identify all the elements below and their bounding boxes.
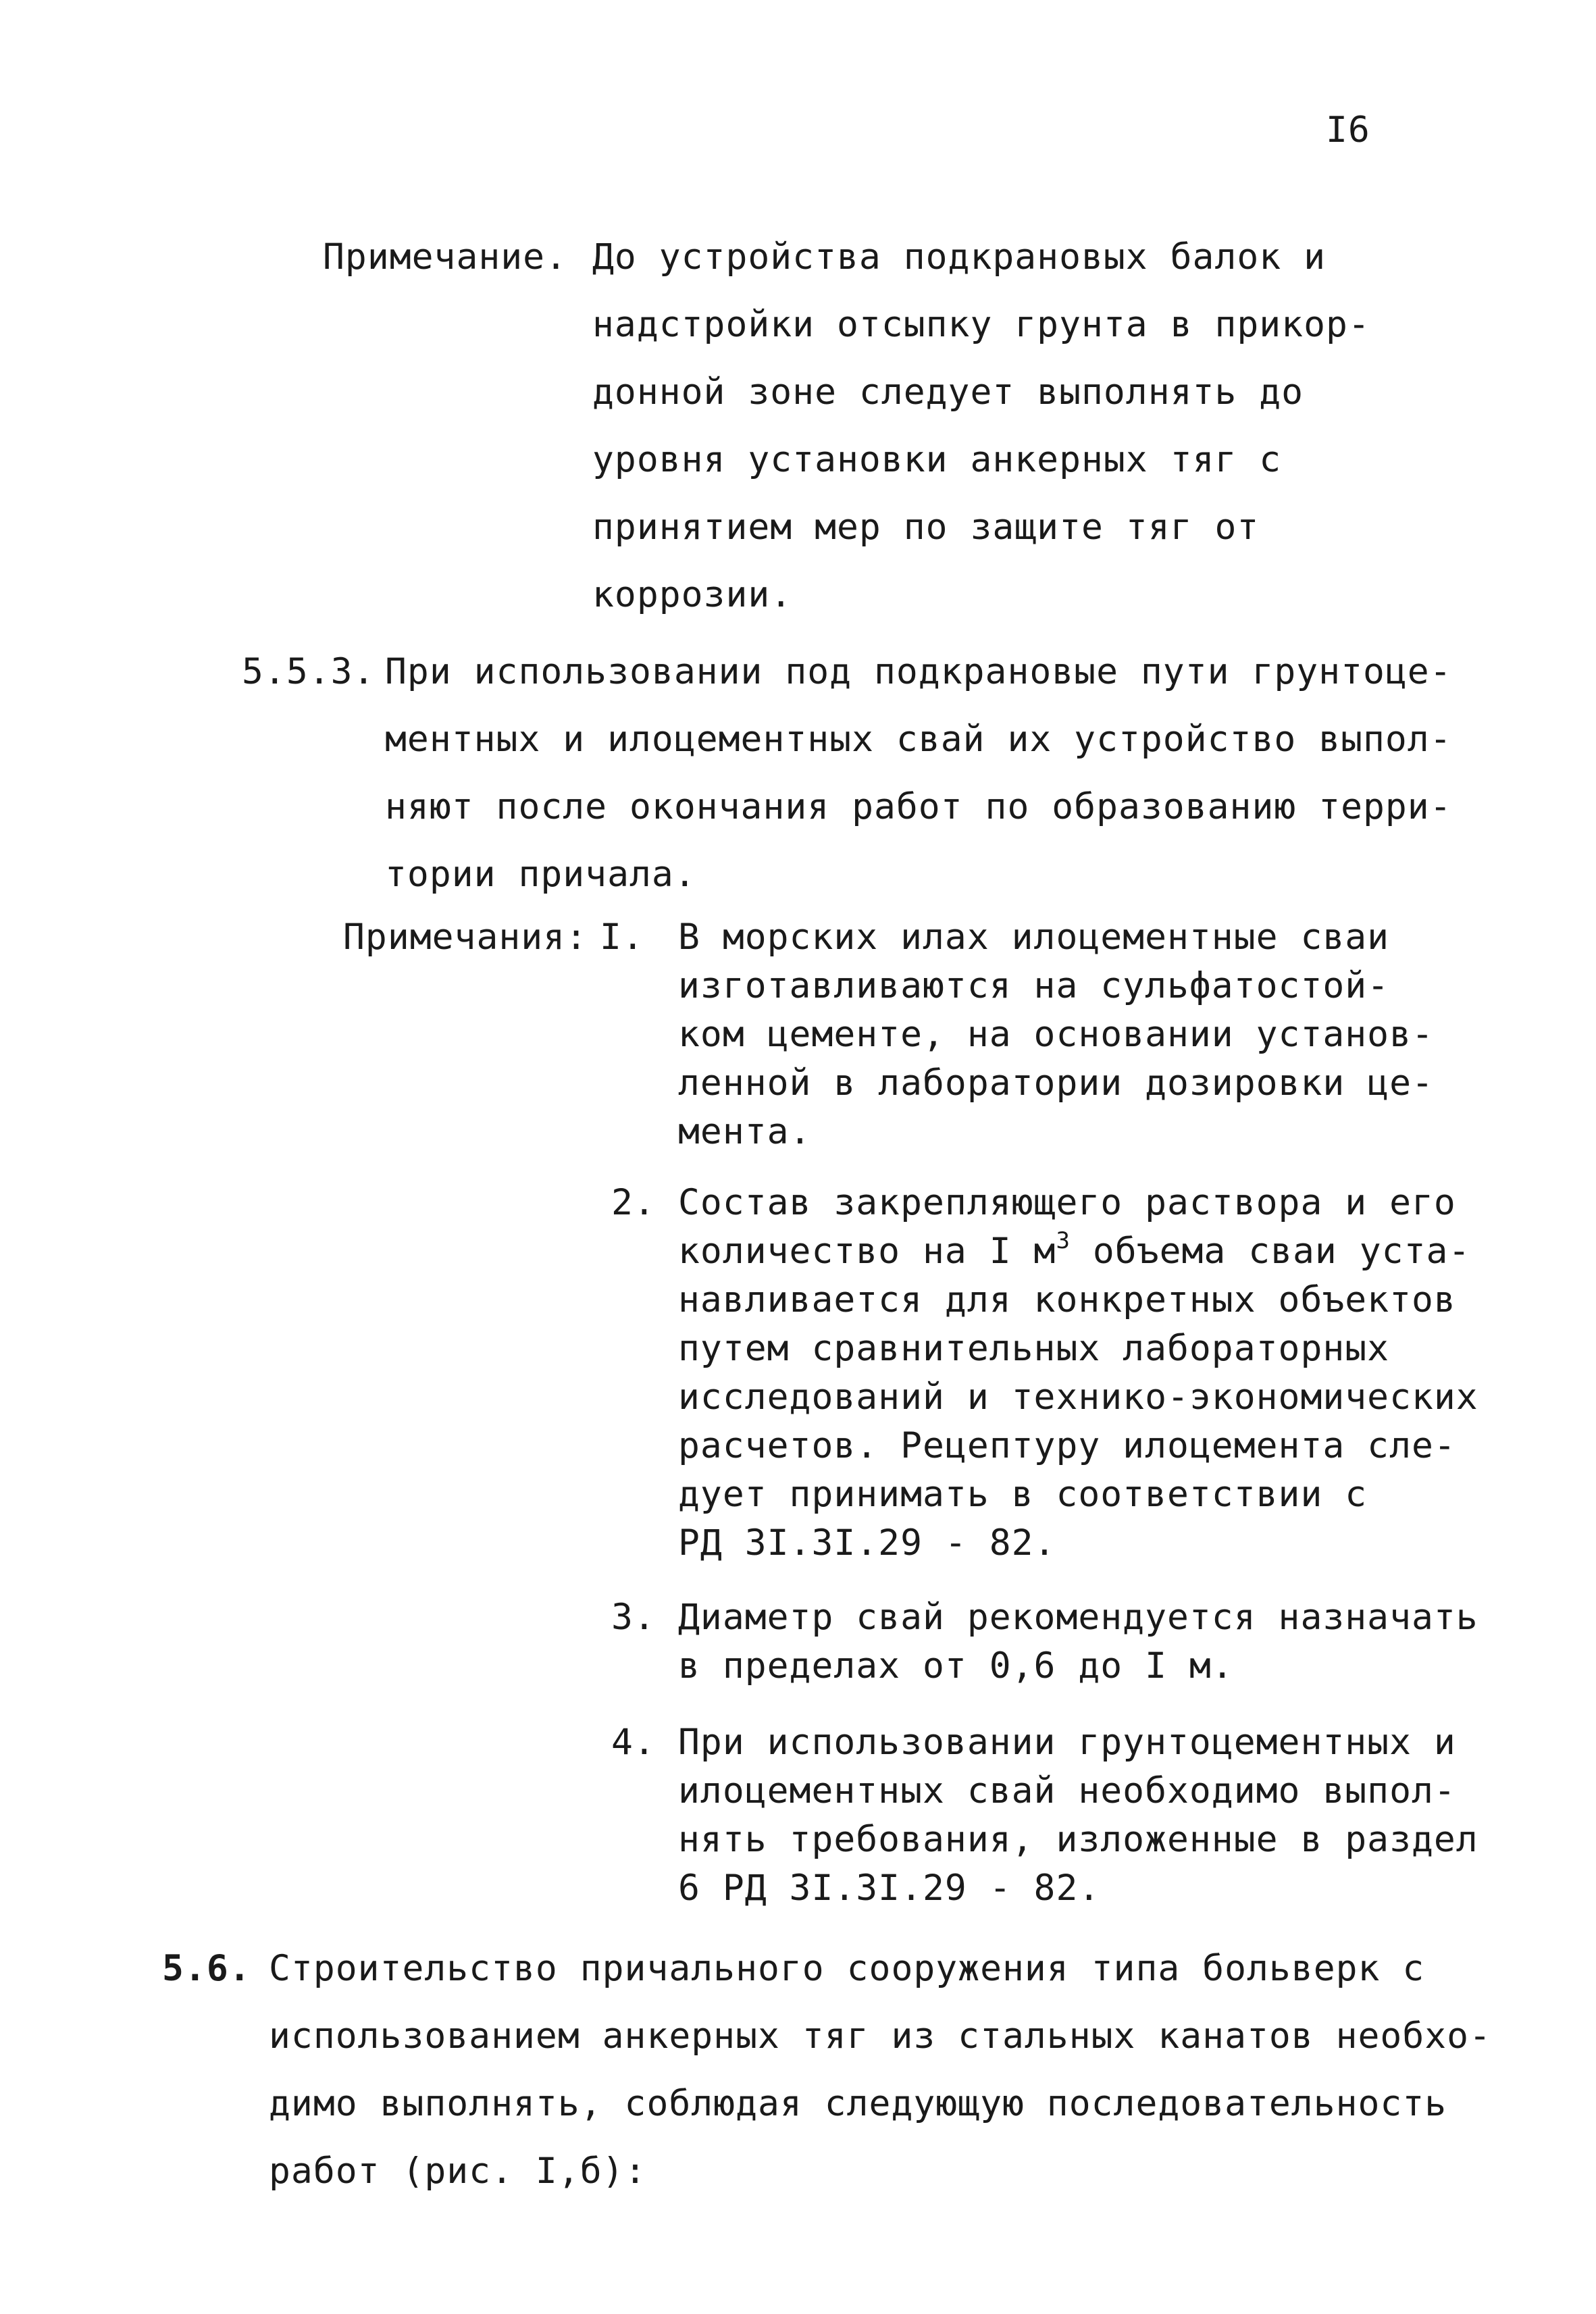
section-number: 5.6. <box>162 1948 251 1989</box>
note-item-line: 6 РД 3I.3I.29 - 82. <box>678 1868 1101 1909</box>
superscript: 3 <box>1056 1227 1071 1254</box>
note-item-line: ком цементе, на основании установ- <box>678 1014 1434 1055</box>
note-item-line: При использовании грунтоцементных и <box>678 1722 1456 1763</box>
note-item-line: В морских илах илоцементные сваи <box>678 917 1390 958</box>
note-line: принятием мер по защите тяг от <box>592 507 1260 548</box>
note-line: коррозии. <box>592 574 793 615</box>
note-item-line: нять требования, изложенные в раздел <box>678 1819 1478 1860</box>
note-item-line: расчетов. Рецептуру илоцемента сле- <box>678 1425 1456 1466</box>
note-item-line: навливается для конкретных объектов <box>678 1279 1456 1320</box>
section-line: няют после окончания работ по образованию терри- <box>385 786 1452 827</box>
section-number: 5.5.3. <box>242 651 376 692</box>
note-item-number: I. <box>600 917 644 958</box>
note-item-line: путем сравнительных лабораторных <box>678 1328 1390 1369</box>
note-line: надстройки отсыпку грунта в прикор- <box>592 304 1370 345</box>
section-line: Строительство причального сооружения типа больверк с <box>269 1948 1425 1989</box>
note-item-line: исследований и технико-экономических <box>678 1377 1478 1418</box>
note-line: До устройства подкрановых балок и <box>592 236 1326 278</box>
section-line: При использовании под подкрановые пути грунтоце- <box>385 651 1452 692</box>
note-item-line: Состав закрепляющего раствора и его <box>678 1182 1456 1223</box>
note-item-line: Диаметр свай рекомендуется назначать <box>678 1597 1478 1638</box>
note-item-text: объема сваи уста- <box>1070 1231 1471 1272</box>
note-label: Примечание. <box>323 236 567 278</box>
note-item-number: 4. <box>611 1722 656 1763</box>
section-line: работ (рис. I,б): <box>269 2151 647 2192</box>
note-item-number: 2. <box>611 1182 656 1223</box>
note-item-line: в пределах от 0,6 до I м. <box>678 1645 1234 1687</box>
section-line: использованием анкерных тяг из стальных канатов необхо- <box>269 2015 1491 2057</box>
note-item-number: 3. <box>611 1597 656 1638</box>
note-item-line: изготавливаются на сульфатостой- <box>678 965 1390 1006</box>
note-item-line <box>678 1228 1470 1275</box>
note-item-line: РД 3I.3I.29 - 82. <box>678 1522 1056 1564</box>
note-item-line: илоцементных свай необходимо выпол- <box>678 1770 1456 1811</box>
note-item-line: дует принимать в соответствии с <box>678 1474 1368 1515</box>
note-item-line: мента. <box>678 1111 812 1152</box>
page-number: I6 <box>1326 109 1370 151</box>
notes-label: Примечания: <box>343 917 588 958</box>
section-line: ментных и илоцементных свай их устройство выпол- <box>385 719 1452 760</box>
section-line: тории причала. <box>385 854 696 895</box>
section-line: димо выполнять, соблюдая следующую последовательность <box>269 2083 1447 2124</box>
note-item-line: ленной в лаборатории дозировки це- <box>678 1062 1434 1104</box>
note-line: уровня установки анкерных тяг с <box>592 439 1282 480</box>
note-item-text: количество на I м <box>678 1231 1056 1272</box>
note-line: донной зоне следует выполнять до <box>592 371 1304 413</box>
